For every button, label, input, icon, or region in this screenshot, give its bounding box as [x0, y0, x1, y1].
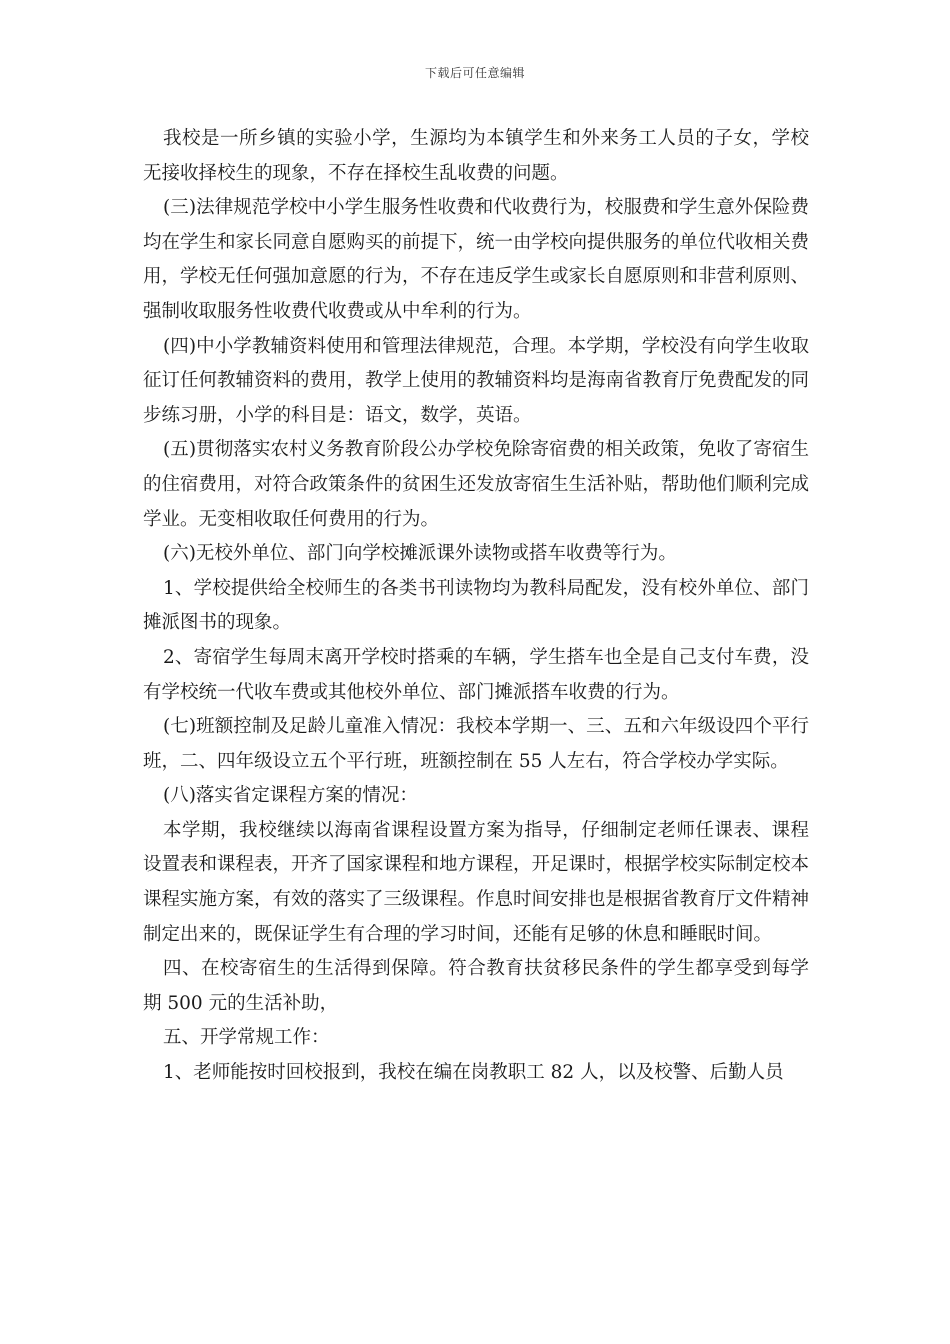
- paragraph-section-8: (八)落实省定课程方案的情况：: [163, 785, 418, 807]
- paragraph-section-6: (六)无校外单位、部门向学校摊派课外读物或搭车收费等行为。: [163, 543, 677, 565]
- paragraph-section-3: (三)法律规范学校中小学生服务性收费和代收费行为，校服费和学生意外保险费均在学生和家长同意自愿购买的前提下，统一由学校向提供服务的单位代收相关费用，学校无任何强加意愿的行为，不存在违反学生或家长自愿原则和非营利原则、强制收取服务性收费代收费或从中牟利的行为。: [143, 197, 810, 322]
- paragraph-part-5: 五、开学常规工作：: [163, 1027, 330, 1049]
- paragraph-section-7: (七)班额控制及足龄儿童准入情况：我校本学期一、三、五和六年级设四个平行班，二、四年级设立五个平行班，班额控制在 55 人左右，符合学校办学实际。: [143, 716, 809, 772]
- document-body: [143, 122, 809, 1091]
- paragraph-school-intro: 我校是一所乡镇的实验小学，生源均为本镇学生和外来务工人员的子女，学校无接收择校生的现象，不存在择校生乱收费的问题。: [143, 128, 809, 184]
- paragraph-section-8-detail: 本学期，我校继续以海南省课程设置方案为指导，仔细制定老师任课表、课程设置表和课程表，开齐了国家课程和地方课程，开足课时，根据学校实际制定校本课程实施方案，有效的落实了三级课程。作息时间安排也是根据省教育厅文件精神制定出来的，既保证学生有合理的学习时间，还能有足够的休息和睡眠时间。: [143, 819, 810, 945]
- paragraph-section-5: (五)贯彻落实农村义务教育阶段公办学校免除寄宿费的相关政策，免收了寄宿生的住宿费用，对符合政策条件的贫困生还发放寄宿生生活补贴，帮助他们顺利完成学业。无变相收取任何费用的行为。: [143, 439, 810, 530]
- page-header: 下载后可任意编辑: [424, 66, 525, 80]
- paragraph-part-5-item-1: 1、老师能按时回校报到，我校在编在岗教职工 82 人，以及校警、后勤人员: [163, 1062, 784, 1084]
- paragraph-section-6-item-2: 2、寄宿学生每周末离开学校时搭乘的车辆，学生搭车也全是自己支付车费，没有学校统一代收车费或其他校外单位、部门摊派搭车收费的行为。: [143, 646, 809, 703]
- paragraph-part-4: 四、在校寄宿生的生活得到保障。符合教育扶贫移民条件的学生都享受到每学期 500 元的生活补助，: [143, 958, 809, 1014]
- paragraph-section-4: (四)中小学教辅资料使用和管理法律规范，合理。本学期，学校没有向学生收取征订任何教辅资料的费用，教学上使用的教辅资料均是海南省教育厅免费配发的同步练习册，小学的科目是：语文，数学，英语。: [143, 335, 810, 426]
- paragraph-section-6-item-1: 1、学校提供给全校师生的各类书刊读物均为教科局配发，没有校外单位、部门摊派图书的现象。: [143, 577, 809, 634]
